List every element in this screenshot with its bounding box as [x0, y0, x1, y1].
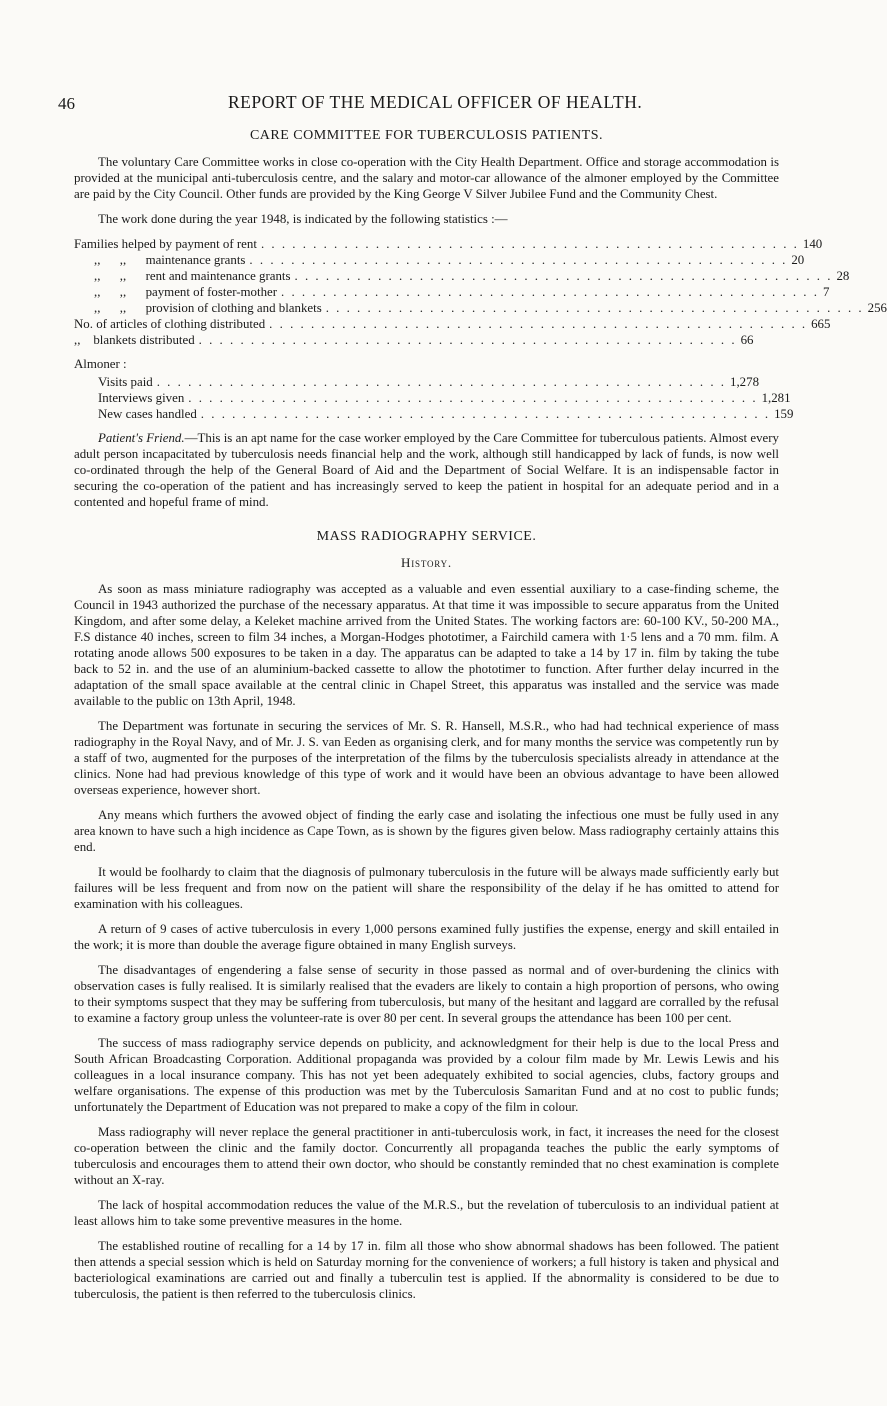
- patients-friend-paragraph: [74, 430, 779, 510]
- mass-paragraph-8: Mass radiography will never replace the general practitioner in anti-tuberculosis work, in fact, it increases the need for the closest co-operation between the clinic and the family doctor. Concurrently all propaganda teaches the public the early symptoms of tuberculosis and encourages them to attend their own doctor, who should be constantly reminded that no chest examination is complete without an X-ray.: [74, 1125, 779, 1187]
- mass-paragraph-4: It would be foolhardy to claim that the diagnosis of pulmonary tuberculosis in the future will be always made sufficiently early but failures will be less frequent and from now on the patient will share the responsibility of the delay if he has omitted to attend for examination with his colleagues.: [74, 865, 779, 911]
- stat-row: ,, ,, provision of clothing and blankets . . . . . . . . . . . . . . . . . . . . . . . . . . . . . . . . . . . . . . . . . . . . . . . . . . . . 256: [94, 301, 887, 315]
- patients-friend-lead: Patient's Friend.: [98, 431, 185, 445]
- stat-row: ,, ,, payment of foster-mother . . . . . . . . . . . . . . . . . . . . . . . . . . . . . . . . . . . . . . . . . . . . . . . . . . . . 7: [94, 285, 830, 299]
- care-statistics: [74, 236, 887, 348]
- care-paragraph-1: The voluntary Care Committee works in close co-operation with the City Health Department. Office and storage accommodation is provided at the municipal anti-tuberculosis centre, and the salary and motor-car allowance of the almoner employed by the Committee are paid by the City Council. Other funds are provided by the King George V Silver Jubilee Fund and the Community Chest.: [74, 155, 779, 201]
- patients-friend-text: —This is an apt name for the case worker employed by the Care Committee for tuberculous patients. Almost every adult person incapacitated by tuberculosis needs financial help and the work, although still handicapped by lack of funds, is now well co-ordinated through the help of the General Board of Aid and the Department of Social Welfare. It is an indispensable factor in securing the co-operation of the patient and has increasingly served to keep the patient in hospital for an adequate period and in a contented and hopeful frame of mind.: [74, 431, 779, 509]
- stat-row: Interviews given . . . . . . . . . . . . . . . . . . . . . . . . . . . . . . . . . . . . . . . . . . . . . . . . . . . . . . . 1,281: [98, 391, 791, 405]
- mass-paragraph-3: Any means which furthers the avowed object of finding the early case and isolating the infectious one must be fully used in any area known to have such a high incidence as Cape Town, as is shown by the figures given below. Mass radiography certainly attains this end.: [74, 808, 779, 854]
- mass-paragraph-9: The lack of hospital accommodation reduces the value of the M.R.S., but the revelation of tuberculosis to an individual patient at least allows him to take some preventive measures in the home.: [74, 1198, 779, 1228]
- stat-row: New cases handled . . . . . . . . . . . . . . . . . . . . . . . . . . . . . . . . . . . . . . . . . . . . . . . . . . . . . . . 159: [98, 407, 794, 421]
- stat-row: Families helped by payment of rent . . . . . . . . . . . . . . . . . . . . . . . . . . . . . . . . . . . . . . . . . . . . . . . . . . . . 140: [74, 237, 823, 251]
- mass-paragraph-10: The established routine of recalling for a 14 by 17 in. film all those who show abnormal shadows has been followed. The patient then attends a special session which is held on Saturday morning for the convenience of workers; a full history is taken and physical and bacteriological examinations are carried out and finally a tuberculin test is applied. If the abnormality is considered to be due to tuberculosis, the patient is then referred to the tuberculosis clinics.: [74, 1239, 779, 1301]
- running-head: REPORT OF THE MEDICAL OFFICER OF HEALTH.: [228, 92, 643, 112]
- almoner-label: Almoner :: [74, 357, 127, 371]
- page-number: 46: [58, 94, 75, 113]
- care-committee-title: CARE COMMITTEE FOR TUBERCULOSIS PATIENTS.: [249, 128, 604, 143]
- almoner-statistics: [98, 374, 794, 422]
- stat-row: ,, blankets distributed . . . . . . . . . . . . . . . . . . . . . . . . . . . . . . . . . . . . . . . . . . . . . . . . . . . . 66: [74, 333, 754, 347]
- stat-row: No. of articles of clothing distributed . . . . . . . . . . . . . . . . . . . . . . . . . . . . . . . . . . . . . . . . . . . . . . . . . . . . 665: [74, 317, 831, 331]
- stat-row: ,, ,, rent and maintenance grants . . . . . . . . . . . . . . . . . . . . . . . . . . . . . . . . . . . . . . . . . . . . . . . . . . . . 28: [94, 269, 850, 283]
- document-body: [74, 128, 887, 1311]
- mass-paragraph-6: The disadvantages of engendering a false sense of security in those passed as normal and of over-burdening the clinics with observation cases is fully realised. It is similarly realised that the evaders are likely to contain a high proportion of persons, who owing to their symptoms suspect that they may be suffering from tuberculosis, but many of the hesitant and laggard are corralled by the refusal to examine a factory group unless the volunteer-rate is over 80 per cent. In several groups the attendance has been 100 per cent.: [74, 963, 779, 1025]
- mass-paragraph-7: The success of mass radiography service depends on publicity, and acknowledgment for their help is due to the local Press and South African Broadcasting Corporation. Additional propaganda was provided by a colour film made by Mr. Lewis Lewis and his colleagues in a local insurance company. This has not yet been adequately exhibited to social agencies, clubs, factory groups and welfare organisations. The expense of this production was met by the Tuberculosis Samaritan Fund and at no cost to public funds; unfortunately the Department of Education was not prepared to make a copy of the film in colour.: [74, 1036, 779, 1114]
- mass-paragraph-2: The Department was fortunate in securing the services of Mr. S. R. Hansell, M.S.R., who had had technical experience of mass radiography in the Royal Navy, and of Mr. J. S. van Eeden as organising clerk, and for many months the service was competently run by a staff of two, augmented for the purposes of the interpretation of the films by the tuberculosis specialists already in attendance at the clinics. None had had previous knowledge of this type of work and it would have been an obvious advantage to have been allowed overseas experience, however short.: [74, 719, 779, 797]
- mass-radiography-title: MASS RADIOGRAPHY SERVICE.: [316, 529, 537, 544]
- stat-row: Visits paid . . . . . . . . . . . . . . . . . . . . . . . . . . . . . . . . . . . . . . . . . . . . . . . . . . . . . . . 1,278: [98, 375, 760, 389]
- stat-row: ,, ,, maintenance grants . . . . . . . . . . . . . . . . . . . . . . . . . . . . . . . . . . . . . . . . . . . . . . . . . . . . 20: [94, 253, 805, 267]
- mass-paragraph-1: As soon as mass miniature radiography was accepted as a valuable and even essential auxiliary to a case-finding scheme, the Council in 1943 authorized the purchase of the necessary apparatus. At that time it was impossible to secure apparatus from the United Kingdom, and after some delay, a Keleket machine arrived from the United States. The working factors are: 60-100 KV., 50-200 MA., F.S distance 40 inches, screen to film 34 inches, a Morgan-Hodges phototimer, a Fairchild camera with 1·5 lens and a 70 mm. film. A rotating anode allows 500 exposures to be taken in a day. The apparatus can be adapted to take a 14 by 17 in. film by taking the tube back to 52 in. and the use of an aluminium-backed cassette to allow the phototimer to function. After further delay incurred in the adaptation of the small space available at the central clinic in Chapel Street, this apparatus was installed and the service was made available to the public on 13th April, 1948.: [74, 582, 779, 708]
- care-paragraph-2: The work done during the year 1948, is indicated by the following statistics :—: [98, 212, 508, 226]
- history-subtitle: History.: [401, 555, 452, 570]
- mass-paragraph-5: A return of 9 cases of active tuberculosis in every 1,000 persons examined fully justifies the expense, energy and skill entailed in the work; it is more than double the average figure obtained in many English surveys.: [74, 922, 779, 952]
